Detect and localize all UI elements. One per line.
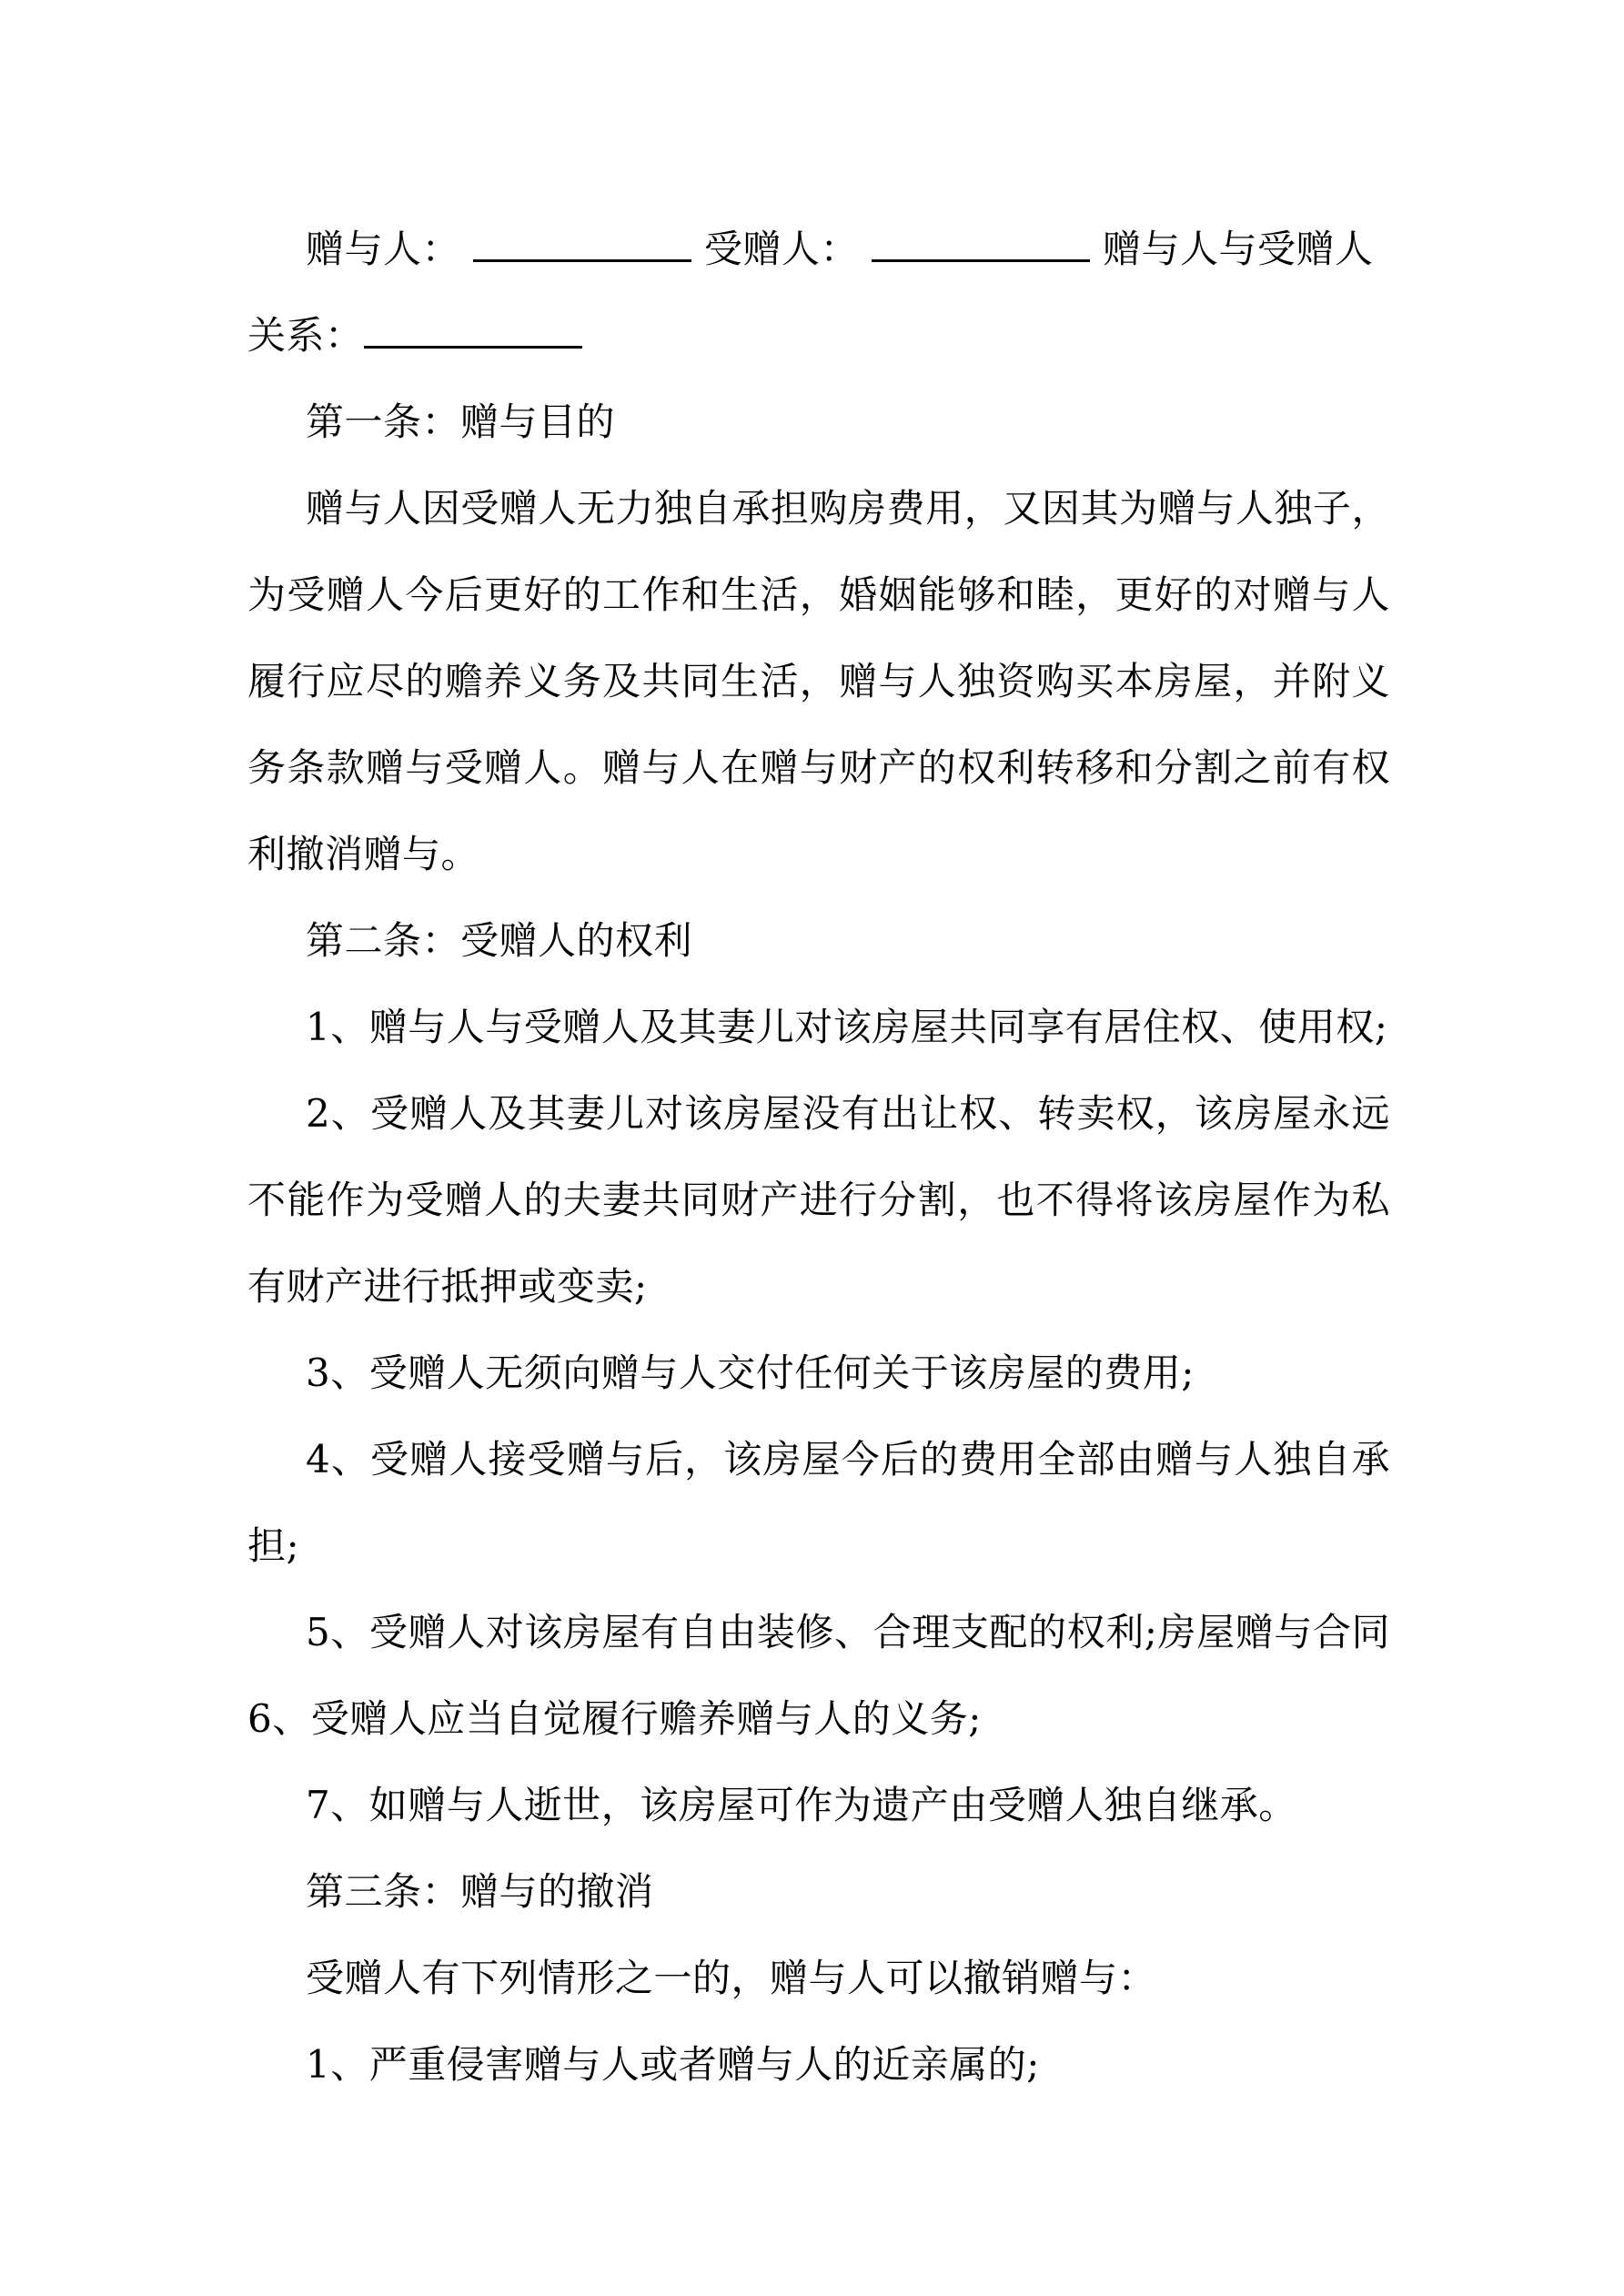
- relation-label-part1: 赠与人与受赠人: [1103, 227, 1374, 271]
- donor-blank: [473, 230, 691, 262]
- list-item: 5、受赠人对该房屋有自由装修、合理支配的权利;房屋赠与合同 6、受赠人应当自觉履行赡养赠与人的义务;: [247, 1610, 1390, 1741]
- list-item: 1、赠与人与受赠人及其妻儿对该房屋共同享有居住权、使用权;: [306, 1005, 1388, 1049]
- paragraph: 受赠人有下列情形之一的，赠与人可以撤销赠与：: [306, 1956, 1157, 2000]
- relation-label-part2: 关系：: [247, 313, 364, 358]
- header-line: [247, 206, 1390, 292]
- section-heading: 第三条：赠与的撤消: [306, 1869, 654, 1914]
- donor-label: 赠与人：: [306, 227, 461, 271]
- donee-blank: [872, 230, 1090, 262]
- list-item: 2、受赠人及其妻儿对该房屋没有出让权、转卖权，该房屋永远不能作为受赠人的夫妻共同财产进行分割，也不得将该房屋作为私有财产进行抵押或变卖;: [247, 1091, 1390, 1309]
- relation-blank: [364, 317, 582, 349]
- section-heading: 第一条：赠与目的: [306, 400, 616, 444]
- list-item: 3、受赠人无须向赠与人交付任何关于该房屋的费用;: [306, 1350, 1195, 1395]
- paragraph: 赠与人因受赠人无力独自承担购房费用，又因其为赠与人独子，为受赠人今后更好的工作和生活，婚姻能够和睦，更好的对赠与人履行应尽的赡养义务及共同生活，赠与人独资购买本房屋，并附义务条款赠与受赠人。赠与人在赠与财产的权利转移和分割之前有权利撤消赠与。: [247, 486, 1390, 876]
- document-page: [247, 206, 1390, 2108]
- list-item: 1、严重侵害赠与人或者赠与人的近亲属的;: [306, 2042, 1040, 2087]
- section-heading: 第二条：受赠人的权利: [306, 918, 693, 963]
- donee-label: 受赠人：: [704, 227, 860, 271]
- list-item: 7、如赠与人逝世，该房屋可作为遗产由受赠人独自继承。: [306, 1783, 1297, 1827]
- relation-line: [247, 292, 1390, 379]
- list-item: 4、受赠人接受赠与后，该房屋今后的费用全部由赠与人独自承担;: [247, 1437, 1390, 1568]
